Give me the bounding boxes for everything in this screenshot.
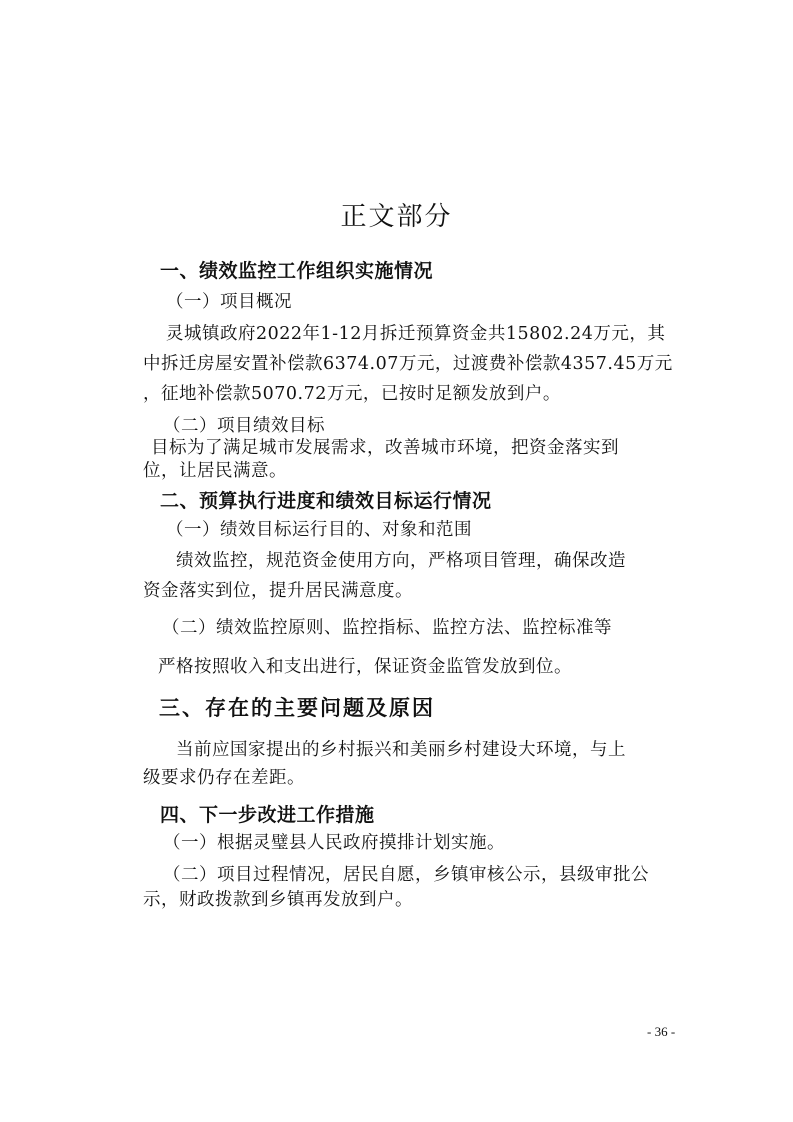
section4-item2-line2: 示，财政拨款到乡镇再发放到户。 — [143, 890, 413, 910]
section1-heading: 一、绩效监控工作组织实施情况 — [160, 260, 434, 282]
section4-heading: 四、下一步改进工作措施 — [160, 804, 375, 826]
section2-para2: 严格按照收入和支出进行，保证资金监管发放到位。 — [158, 657, 572, 677]
section4-item1: （一）根据灵璧县人民政府摸排计划实施。 — [163, 833, 505, 853]
section2-sub2: （二）绩效监控原则、监控指标、监控方法、监控标准等 — [162, 618, 612, 638]
section2-heading: 二、预算执行进度和绩效目标运行情况 — [160, 490, 492, 512]
section1-para1-line1: 灵城镇政府2022年1-12月拆迁预算资金共15802.24万元，其 — [166, 324, 666, 344]
page-title: 正文部分 — [340, 202, 453, 232]
section1-sub1: （一）项目概况 — [166, 292, 292, 312]
section1-para2-line1: 目标为了满足城市发展需求，改善城市环境，把资金落实到 — [151, 438, 619, 458]
section2-sub1: （一）绩效目标运行目的、对象和范围 — [166, 520, 472, 540]
page-number: - 36 - — [647, 1024, 676, 1039]
section3-para-line1: 当前应国家提出的乡村振兴和美丽乡村建设大环境，与上 — [176, 740, 626, 760]
section4-item2-line1: （二）项目过程情况，居民自愿，乡镇审核公示，县级审批公 — [163, 865, 649, 885]
section3-heading: 三、存在的主要问题及原因 — [159, 696, 435, 720]
section1-sub2: （二）项目绩效目标 — [163, 416, 325, 436]
section1-para1-line3: ，征地补偿款5070.72万元，已按时足额发放到户。 — [143, 384, 561, 404]
section1-para1-line2: 中拆迁房屋安置补偿款6374.07万元，过渡费补偿款4357.45万元 — [143, 354, 673, 374]
section2-para1-line2: 资金落实到位，提升居民满意度。 — [143, 581, 413, 601]
section2-para1-line1: 绩效监控，规范资金使用方向，严格项目管理，确保改造 — [176, 551, 626, 571]
section1-para2-line2: 位，让居民满意。 — [143, 461, 287, 481]
section3-para-line2: 级要求仍存在差距。 — [143, 768, 305, 788]
